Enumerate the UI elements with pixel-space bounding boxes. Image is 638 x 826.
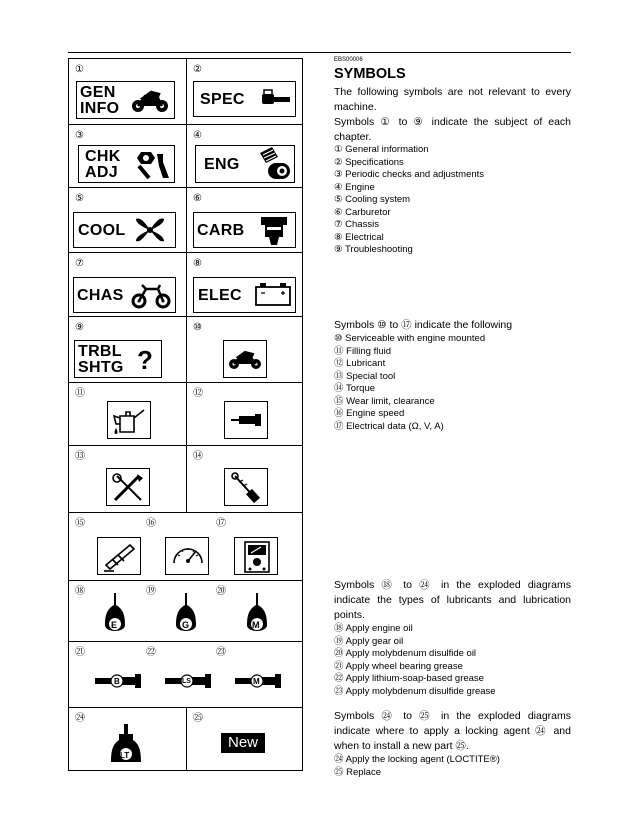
group4-list: [334, 754, 571, 779]
list-item: ⑯ Engine speed: [334, 408, 405, 419]
symbol-label-chas: CHAS: [77, 287, 124, 304]
symbol-number-2: ②: [193, 64, 202, 75]
oil-drop-icon: [245, 591, 269, 637]
symbol-number-9: ⑨: [75, 322, 84, 333]
symbol-label-cool: COOL: [78, 222, 126, 239]
grid-row-8: [69, 512, 302, 580]
list-item: ⑬ Special tool: [334, 370, 396, 382]
intro-text: The following symbols are not relevant to every machine.: [334, 86, 571, 113]
symbol-grid: [68, 58, 303, 771]
list-item: ② Specifications: [334, 156, 404, 168]
symbol-number-1: ①: [75, 64, 84, 75]
tachometer-icon: [170, 541, 206, 573]
list-item: ⑪ Filling fluid: [334, 345, 392, 357]
list-item: ㉔ Apply the locking agent (LOCTITE®): [334, 754, 500, 765]
symbol-number-20: ⑳: [216, 586, 226, 597]
motorcycle-icon: [227, 349, 263, 371]
gauge-icon: [260, 90, 292, 108]
symbol-number-21: ㉑: [75, 647, 85, 658]
symbol-number-5: ⑤: [75, 193, 84, 204]
caliper-icon: [102, 541, 138, 573]
list-item: ④ Engine: [334, 181, 375, 193]
list-item: ⑰ Electrical data (Ω, V, A): [334, 420, 444, 432]
torque-wrench-icon: [229, 472, 265, 504]
column-divider: [186, 446, 187, 512]
chassis-icon: [130, 283, 172, 309]
grid-row-4: [69, 252, 302, 316]
grid-row-7: [69, 445, 302, 512]
symbol-label-trbl: TRBL: [78, 343, 122, 360]
list-item: ⑮ Wear limit, clearance: [334, 395, 435, 407]
column-divider: [186, 708, 187, 771]
list-item: ⑦ Chassis: [334, 219, 379, 230]
column-divider: [186, 253, 187, 316]
symbol-number-13: ⑬: [75, 451, 85, 462]
symbol-number-22: ㉒: [146, 647, 156, 658]
symbol-number-6: ⑥: [193, 193, 202, 204]
header-rule: [68, 52, 571, 53]
eng-symbol: [195, 145, 295, 183]
lube-label-m: M: [252, 620, 260, 630]
column-divider: [186, 188, 187, 252]
grid-row-10: [69, 641, 302, 707]
list-item: ⑭ Torque: [334, 383, 376, 394]
symbol-number-24: ㉔: [75, 713, 85, 724]
list-item: ⑫ Lubricant: [334, 358, 386, 369]
symbol-number-4: ④: [193, 130, 202, 141]
column-divider: [186, 317, 187, 382]
wrench-icon: [135, 150, 171, 180]
engine-mounted-symbol: [223, 340, 267, 378]
wear-limit-symbol: [97, 537, 141, 575]
grid-row-1: [69, 59, 302, 124]
symbol-number-19: ⑲: [146, 586, 156, 597]
electrical-data-symbol: [234, 537, 278, 575]
list-item: ㉓ Apply molybdenum disulfide grease: [334, 685, 496, 697]
carburetor-icon: [259, 215, 289, 247]
document-code: EBS00006: [334, 57, 363, 63]
symbol-number-10: ⑩: [193, 322, 202, 333]
grease-label-m: M: [253, 677, 260, 686]
multimeter-icon: [241, 540, 273, 574]
grid-row-9: [69, 580, 302, 641]
symbol-number-25: ㉕: [193, 713, 203, 724]
intro-symbols-text: Symbols ① to ⑨ indicate the subject of each chapter.: [334, 116, 571, 143]
symbol-number-17: ⑰: [216, 518, 226, 529]
symbol-number-15: ⑮: [75, 518, 85, 529]
cool-symbol: [73, 212, 176, 248]
list-item: ① General information: [334, 144, 429, 155]
locking-agent-icon: [109, 722, 143, 768]
chk-adj-symbol: [78, 145, 175, 183]
grid-row-3: [69, 187, 302, 252]
symbol-label-elec: ELEC: [198, 287, 242, 304]
lube-label-g: G: [182, 620, 190, 630]
symbol-number-16: ⑯: [146, 518, 156, 529]
lube-label-e: E: [111, 620, 118, 630]
grease-label-ls: LS: [182, 678, 191, 685]
column-divider: [186, 125, 187, 187]
symbol-number-3: ③: [75, 130, 84, 141]
grid-row-2: [69, 124, 302, 187]
page-title: SYMBOLS: [334, 66, 406, 82]
filling-fluid-symbol: [107, 401, 151, 439]
symbol-label-adj: ADJ: [85, 164, 118, 181]
list-item: ⑧ Electrical: [334, 231, 384, 243]
grid-row-5: [69, 316, 302, 382]
oil-drop-icon: [174, 591, 198, 637]
symbol-number-18: ⑱: [75, 586, 85, 597]
list-item: ⑤ Cooling system: [334, 194, 411, 205]
symbol-number-11: ⑪: [75, 388, 85, 399]
list-item: ⑨ Troubleshooting: [334, 244, 413, 255]
new-part-badge: New: [221, 733, 265, 753]
motorcycle-icon: [129, 88, 171, 114]
list-item: ㉑ Apply wheel bearing grease: [334, 660, 463, 672]
grid-row-6: [69, 382, 302, 445]
column-divider: [186, 383, 187, 445]
symbol-label-eng: ENG: [204, 156, 240, 173]
symbol-number-14: ⑭: [193, 451, 203, 462]
grid-row-11: [69, 707, 302, 771]
list-item: ⑥ Carburetor: [334, 206, 391, 218]
group3-intro: Symbols ⑱ to ㉔ in the exploded diagrams indicate the types of lubricants and lubrication points.: [334, 579, 571, 621]
elec-symbol: [193, 277, 296, 313]
tools-icon: [111, 472, 147, 504]
chapter-list: [334, 144, 571, 257]
symbol-number-7: ⑦: [75, 258, 84, 269]
trbl-shtg-symbol: [74, 340, 162, 378]
spec-symbol: [193, 81, 296, 117]
symbol-number-12: ⑫: [193, 388, 203, 399]
list-item: ㉕ Replace: [334, 766, 381, 778]
special-tool-symbol: [106, 468, 150, 506]
oil-can-icon: [112, 406, 148, 436]
list-item: ⑲ Apply gear oil: [334, 635, 404, 647]
lubricant-symbol: [224, 401, 268, 439]
list-item: ⑱ Apply engine oil: [334, 623, 413, 634]
symbol-label-gen: GEN: [80, 84, 116, 101]
chas-symbol: [73, 277, 176, 313]
grease-label-b: B: [114, 677, 120, 686]
group4-intro: Symbols ㉔ to ㉕ in the exploded diagrams indicate where to apply a locking agent ㉔ and when to install a new part ㉕.: [334, 710, 571, 752]
question-mark-icon: ?: [137, 345, 154, 375]
battery-icon: [254, 282, 292, 308]
symbol-number-8: ⑧: [193, 258, 202, 269]
group2-intro: Symbols ⑩ to ⑰ indicate the following: [334, 319, 513, 331]
symbol-label-spec: SPEC: [200, 91, 245, 108]
symbol-label-shtg: SHTG: [78, 359, 124, 376]
engine-icon: [256, 147, 294, 181]
list-item: ③ Periodic checks and adjustments: [334, 169, 485, 180]
list-item: ⑳ Apply molybdenum disulfide oil: [334, 648, 477, 659]
torque-symbol: [224, 468, 268, 506]
group3-list: [334, 623, 571, 698]
list-item: ⑩ Serviceable with engine mounted: [334, 333, 486, 344]
oil-drop-icon: [103, 591, 127, 637]
symbol-number-23: ㉓: [216, 647, 226, 658]
symbol-label-chk: CHK: [85, 148, 121, 165]
engine-speed-symbol: [165, 537, 209, 575]
locking-label-lt: LT: [120, 751, 130, 760]
list-item: ㉒ Apply lithium-soap-based grease: [334, 673, 484, 684]
fan-icon: [134, 215, 166, 245]
column-divider: [186, 59, 187, 124]
group2-list: [334, 333, 571, 433]
gen-info-symbol: [76, 81, 175, 119]
symbol-label-carb: CARB: [197, 222, 245, 239]
grease-gun-icon: [229, 412, 265, 428]
carb-symbol: [193, 212, 296, 248]
symbol-label-info: INFO: [80, 100, 120, 117]
